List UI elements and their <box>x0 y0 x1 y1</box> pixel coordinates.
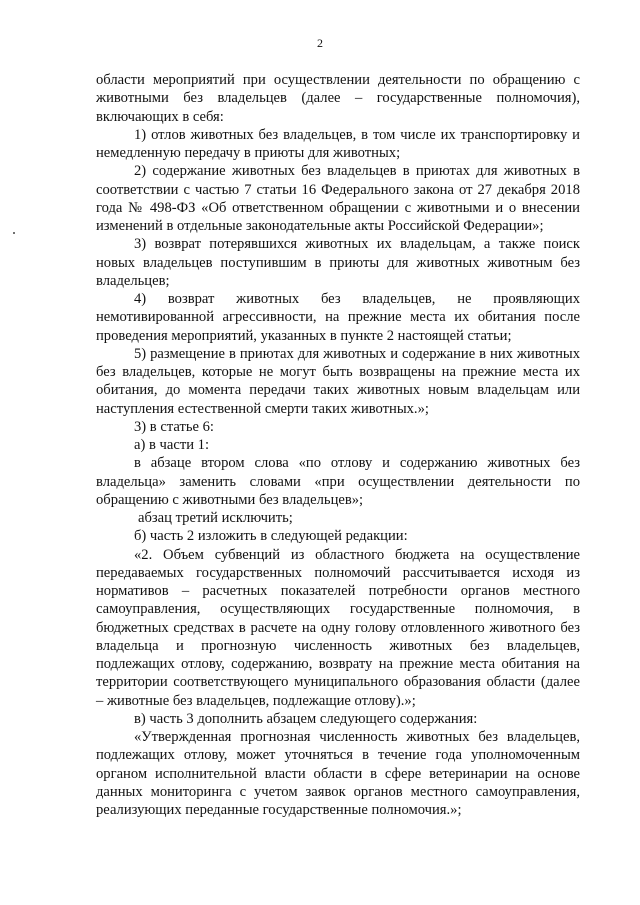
paragraph-intro: области мероприятий при осуществлении деятельности по обращению с животными без владельцев (далее – государственные полномочия), включающих в себя: <box>96 72 580 125</box>
paragraph-part-2-heading: б) часть 2 изложить в следующей редакции: <box>134 528 408 545</box>
paragraph-part-1: а) в части 1: <box>134 437 210 453</box>
paragraph-article-6: 3) в статье 6: <box>134 418 214 435</box>
paragraph-part-3-text: «Утвержденная прогнозная численность животных без владельцев, подлежащих отлову, может уточняться в течение года уполномоченным органом исполнительной власти области в сфере ветеринарии на основе данных мониторинга с учетом заявок органов местного самоуправления, реализующих переданные государственные полномочия.»; <box>96 729 580 818</box>
document-body <box>96 71 580 819</box>
scan-speck <box>13 232 15 234</box>
paragraph-part-2-text: «2. Объем субвенций из областного бюджета на осуществление передаваемых государственных полномочий рассчитывается исходя из нормативов – расчетных показателей потребности органов местного самоуправления, осуществляющих государственные полномочия, в бюджетных средствах в расчете на одну голову отловленного животного без владельца и прогнозную численность животных без владельцев, подлежащих отлову, содержанию, возврату на прежние места обитания на территории соответствующего муниципального образования области (далее – животные без владельцев, подлежащие отлову).»; <box>96 546 580 709</box>
paragraph-paragraph-two: в абзаце втором слова «по отлову и содержанию животных без владельца» заменить словами «при осуществлении деятельности по обращению с животными без владельцев»; <box>96 455 580 508</box>
page-number: 2 <box>317 36 323 50</box>
paragraph-item-4: 4) возврат животных без владельцев, не проявляющих немотивированной агрессивности, на прежние места их обитания после проведения мероприятий, указанных в пункте 2 настоящей статьи; <box>96 291 580 344</box>
paragraph-item-2: 2) содержание животных без владельцев в приютах для животных в соответствии с частью 7 статьи 16 Федерального закона от 27 декабря 2018 года № 498-ФЗ «Об ответственном обращении с животными и о внесении изменений в отдельные законодательные акты Российской Федерации»; <box>96 163 580 234</box>
paragraph-paragraph-three: абзац третий исключить; <box>138 510 293 526</box>
paragraph-item-1: 1) отлов животных без владельцев, в том числе их транспортировку и немедленную передачу в приюты для животных; <box>96 126 580 161</box>
paragraph-item-5: 5) размещение в приютах для животных и содержание в них животных без владельцев, которые не могут быть возвращены на прежние места их обитания, до момента передачи таких животных новым владельцам или наступления естественной смерти таких животных.»; <box>96 345 580 417</box>
paragraph-item-3: 3) возврат потерявшихся животных их владельцам, а также поиск новых владельцев поступившим в приюты для животных животным без владельцев; <box>96 236 580 289</box>
paragraph-part-3-heading: в) часть 3 дополнить абзацем следующего содержания: <box>134 710 478 727</box>
